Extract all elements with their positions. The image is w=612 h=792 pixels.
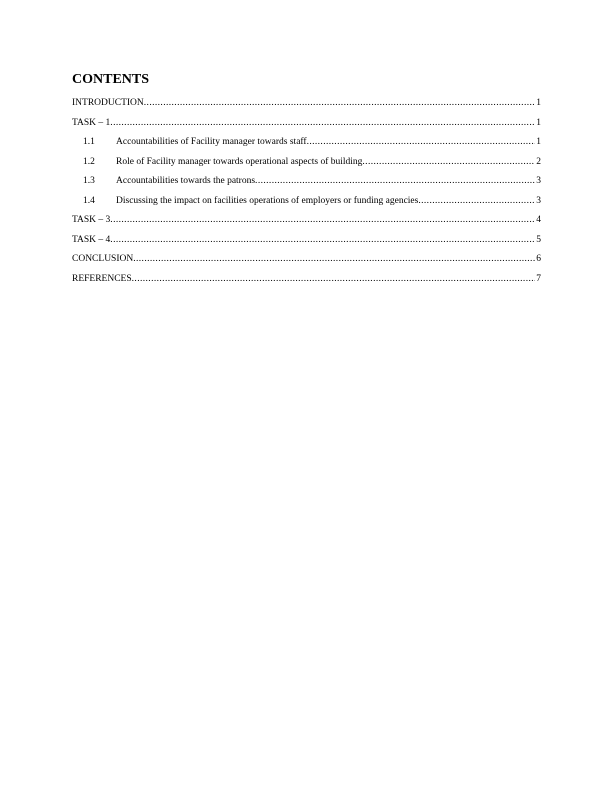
toc-entry-number: 1.4 — [83, 195, 95, 206]
toc-entry-page: 3 — [536, 176, 541, 186]
toc-entry-conclusion[interactable] — [72, 250, 541, 270]
toc-heading: CONTENTS — [72, 72, 150, 87]
toc-entry-1-1[interactable] — [72, 133, 541, 153]
toc-entry-page: 5 — [536, 234, 541, 245]
toc-dot-leader — [362, 153, 535, 173]
table-of-contents — [72, 71, 541, 289]
toc-entry-task-1[interactable] — [72, 114, 541, 134]
toc-dot-leader — [307, 133, 536, 153]
toc-entry-title: CONCLUSION — [72, 254, 134, 264]
toc-entry-page: 1 — [536, 98, 541, 108]
toc-entry-title: Accountabilities of Facility manager towards staff — [116, 137, 307, 147]
toc-entry-page: 7 — [536, 273, 541, 284]
toc-entry-title: TASK – 4 — [72, 234, 111, 245]
toc-dot-leader — [418, 192, 535, 212]
toc-entry-introduction[interactable] — [72, 94, 541, 114]
toc-entry-title: TASK – 1 — [72, 117, 111, 128]
toc-entry-1-4[interactable] — [72, 192, 541, 212]
toc-dot-leader — [110, 211, 535, 231]
toc-dot-leader — [132, 270, 536, 290]
toc-dot-leader — [133, 250, 535, 270]
toc-entry-title: INTRODUCTION — [72, 98, 144, 108]
toc-entry-page: 6 — [536, 254, 541, 264]
toc-entry-page: 3 — [536, 195, 541, 206]
toc-entry-title: Role of Facility manager towards operational aspects of building — [116, 156, 363, 167]
toc-entry-page: 1 — [536, 117, 541, 128]
toc-entry-1-2[interactable] — [72, 153, 541, 173]
toc-entry-number: 1.2 — [83, 156, 95, 167]
toc-entry-title: TASK – 3 — [72, 215, 111, 225]
toc-dot-leader — [110, 231, 535, 251]
toc-entry-page: 1 — [536, 137, 541, 147]
toc-entry-references[interactable] — [72, 270, 541, 290]
toc-entry-title: Discussing the impact on facilities operations of employers or funding agencies — [116, 195, 419, 206]
toc-entry-page: 2 — [536, 156, 541, 167]
toc-entry-task-4[interactable] — [72, 231, 541, 251]
toc-dot-leader — [144, 94, 535, 114]
toc-entry-task-3[interactable] — [72, 211, 541, 231]
toc-dot-leader — [110, 114, 535, 134]
toc-entry-number: 1.3 — [83, 176, 95, 186]
toc-entry-number: 1.1 — [83, 137, 95, 147]
toc-entry-1-3[interactable] — [72, 172, 541, 192]
toc-entry-title: Accountabilities towards the patrons — [116, 176, 256, 186]
toc-dot-leader — [255, 172, 535, 192]
toc-entry-title: REFERENCES — [72, 273, 132, 284]
toc-entry-page: 4 — [536, 215, 541, 225]
